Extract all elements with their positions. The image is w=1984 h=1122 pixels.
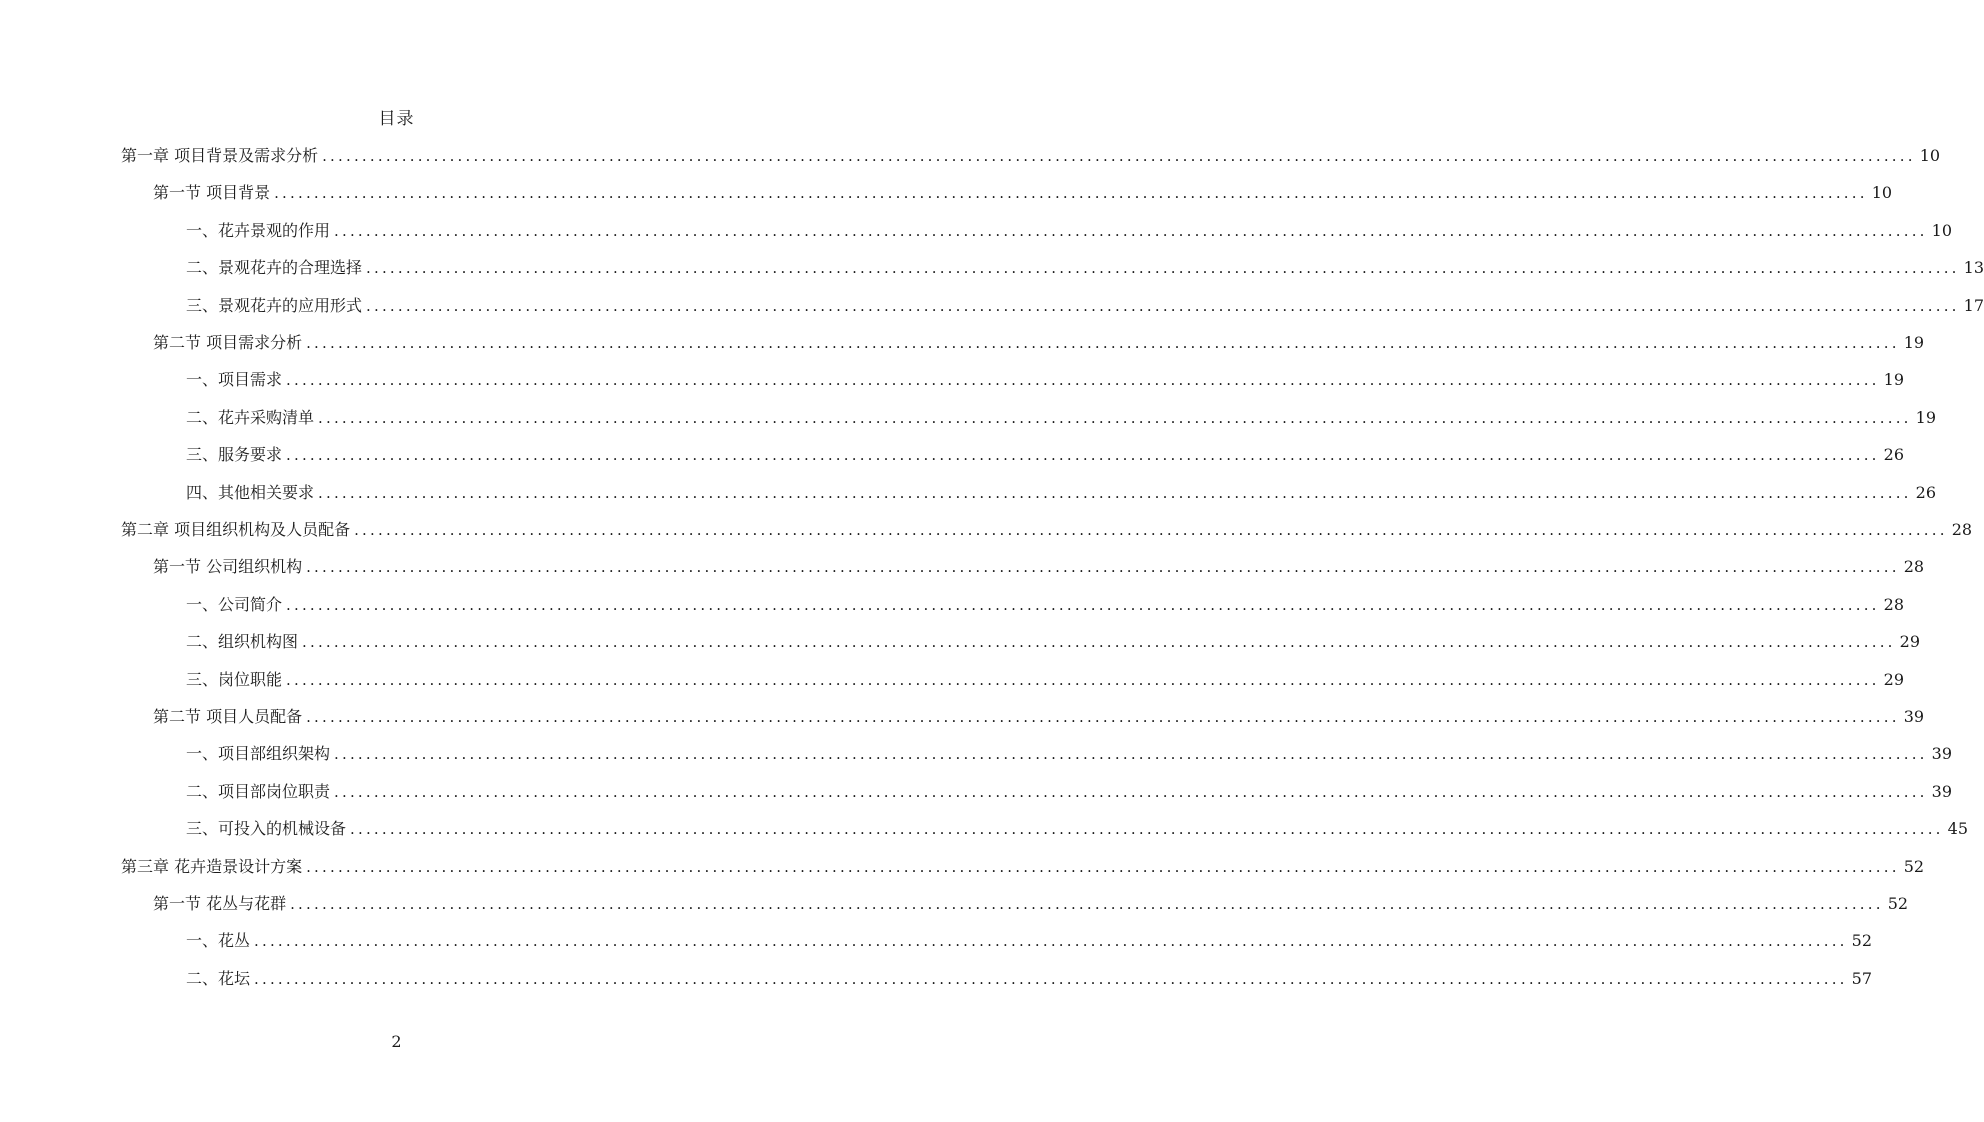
toc-entry-page: 29 <box>1899 632 1920 652</box>
toc-entry-title: 三、服务要求 <box>186 445 283 465</box>
toc-dot-leader: ........................................................................................................................................................................................................ <box>306 334 1900 352</box>
toc-dot-leader: ........................................................................................................................................................................................................ <box>286 371 1880 390</box>
toc-dot-leader: ........................................................................................................................................................................................................ <box>322 147 1916 165</box>
toc-entry-level-3[interactable] <box>186 481 1936 505</box>
toc-title: 目录 <box>378 109 415 129</box>
toc-entry-page: 39 <box>1903 707 1925 726</box>
toc-entry-level-3[interactable] <box>186 967 1872 991</box>
toc-entry-title: 一、花卉景观的作用 <box>186 220 331 240</box>
toc-entry-page: 45 <box>1947 819 1968 839</box>
page-number: 2 <box>391 1032 402 1051</box>
toc-entry-title: 第一节 公司组织机构 <box>153 557 303 577</box>
toc-entry-level-2[interactable] <box>153 555 1925 579</box>
toc-entry-page: 10 <box>1871 183 1893 203</box>
toc-dot-leader: ........................................................................................................................................................................................................ <box>286 446 1880 465</box>
toc-entry-title: 第一节 项目背景 <box>153 183 271 203</box>
toc-entry-level-3[interactable] <box>186 630 1920 654</box>
toc-entry-level-3[interactable] <box>186 219 1952 243</box>
toc-entry-page: 26 <box>1915 482 1936 502</box>
toc-entry-page: 39 <box>1931 744 1952 764</box>
toc-entry-page: 10 <box>1919 146 1941 165</box>
toc-dot-leader: ........................................................................................................................................................................................................ <box>366 296 1960 315</box>
toc-dot-leader: ........................................................................................................................................................................................................ <box>302 633 1896 652</box>
toc-entry-page: 52 <box>1903 856 1925 876</box>
toc-entry-title: 四、其他相关要求 <box>186 482 315 502</box>
toc-entry-title: 三、岗位职能 <box>186 669 283 689</box>
toc-entry-page: 19 <box>1915 407 1936 427</box>
toc-dot-leader: ........................................................................................................................................................................................................ <box>334 221 1928 240</box>
toc-entry-level-2[interactable] <box>153 892 1909 916</box>
toc-dot-leader: ........................................................................................................................................................................................................ <box>366 259 1960 278</box>
toc-entry-level-3[interactable] <box>186 929 1872 953</box>
toc-entry-title: 一、公司简介 <box>186 594 283 614</box>
toc-entry-page: 52 <box>1851 931 1872 951</box>
toc-entry-level-1[interactable] <box>121 518 1973 542</box>
toc-entry-title: 二、项目部岗位职责 <box>186 781 331 801</box>
toc-dot-leader: ........................................................................................................................................................................................................ <box>286 670 1880 689</box>
toc-entry-level-3[interactable] <box>186 256 1984 280</box>
toc-dot-leader: ........................................................................................................................................................................................................ <box>354 521 1948 539</box>
toc-entry-level-2[interactable] <box>153 181 1893 205</box>
toc-entry-level-3[interactable] <box>186 780 1952 804</box>
toc-entry-page: 28 <box>1903 557 1925 577</box>
toc-entry-title: 三、景观花卉的应用形式 <box>186 295 363 315</box>
toc-entry-level-3[interactable] <box>186 668 1904 692</box>
toc-entry-level-3[interactable] <box>186 742 1952 766</box>
toc-dot-leader: ........................................................................................................................................................................................................ <box>286 595 1880 614</box>
toc-entry-page: 17 <box>1963 295 1984 315</box>
toc-entry-page: 52 <box>1887 894 1909 913</box>
toc-entry-level-3[interactable] <box>186 368 1904 392</box>
toc-entry-page: 13 <box>1963 258 1984 278</box>
toc-entry-title: 二、花卉采购清单 <box>186 407 315 427</box>
toc-dot-leader: ........................................................................................................................................................................................................ <box>334 745 1928 764</box>
toc-entry-title: 一、项目需求 <box>186 370 283 390</box>
toc-dot-leader: ........................................................................................................................................................................................................ <box>290 895 1884 913</box>
toc-entry-level-1[interactable] <box>121 855 1925 879</box>
toc-dot-leader: ........................................................................................................................................................................................................ <box>318 483 1912 502</box>
toc-entry-title: 二、景观花卉的合理选择 <box>186 258 363 278</box>
toc-dot-leader: ........................................................................................................................................................................................................ <box>306 708 1900 726</box>
toc-entry-level-3[interactable] <box>186 443 1904 467</box>
toc-dot-leader: ........................................................................................................................................................................................................ <box>334 782 1928 801</box>
toc-entry-title: 二、组织机构图 <box>186 632 299 652</box>
toc-dot-leader: ........................................................................................................................................................................................................ <box>274 184 1868 203</box>
toc-entry-title: 三、可投入的机械设备 <box>186 819 347 839</box>
toc-dot-leader: ........................................................................................................................................................................................................ <box>318 408 1912 427</box>
toc-dot-leader: ........................................................................................................................................................................................................ <box>306 558 1900 577</box>
toc-entry-page: 10 <box>1931 220 1952 240</box>
toc-entry-level-3[interactable] <box>186 817 1968 841</box>
toc-entry-page: 19 <box>1883 370 1904 390</box>
toc-entry-level-3[interactable] <box>186 294 1984 318</box>
toc-entry-page: 28 <box>1951 520 1973 539</box>
toc-entry-page: 19 <box>1903 333 1925 352</box>
toc-dot-leader: ........................................................................................................................................................................................................ <box>254 969 1848 988</box>
toc-entry-title: 第三章 花卉造景设计方案 <box>121 856 303 876</box>
toc-entry-title: 第二章 项目组织机构及人员配备 <box>121 520 351 539</box>
toc-entry-title: 一、项目部组织架构 <box>186 744 331 764</box>
toc-entry-page: 26 <box>1883 445 1904 465</box>
toc-dot-leader: ........................................................................................................................................................................................................ <box>306 857 1900 876</box>
toc-entry-level-3[interactable] <box>186 593 1904 617</box>
toc-entry-title: 第一节 花丛与花群 <box>153 894 287 913</box>
toc-dot-leader: ........................................................................................................................................................................................................ <box>350 820 1944 839</box>
toc-entry-title: 第二节 项目需求分析 <box>153 333 303 352</box>
toc-entry-level-2[interactable] <box>153 705 1925 729</box>
toc-entry-page: 57 <box>1851 968 1872 988</box>
toc-entry-level-3[interactable] <box>186 406 1936 430</box>
toc-entry-title: 一、花丛 <box>186 931 251 951</box>
toc-dot-leader: ........................................................................................................................................................................................................ <box>254 932 1848 951</box>
toc-entry-level-1[interactable] <box>121 144 1941 168</box>
toc-entry-title: 第二节 项目人员配备 <box>153 707 303 726</box>
toc-entry-page: 28 <box>1883 594 1904 614</box>
toc-entry-title: 二、花坛 <box>186 968 251 988</box>
toc-entry-title: 第一章 项目背景及需求分析 <box>121 146 319 165</box>
toc-entry-level-2[interactable] <box>153 331 1925 355</box>
toc-entry-page: 39 <box>1931 781 1952 801</box>
toc-entry-page: 29 <box>1883 669 1904 689</box>
